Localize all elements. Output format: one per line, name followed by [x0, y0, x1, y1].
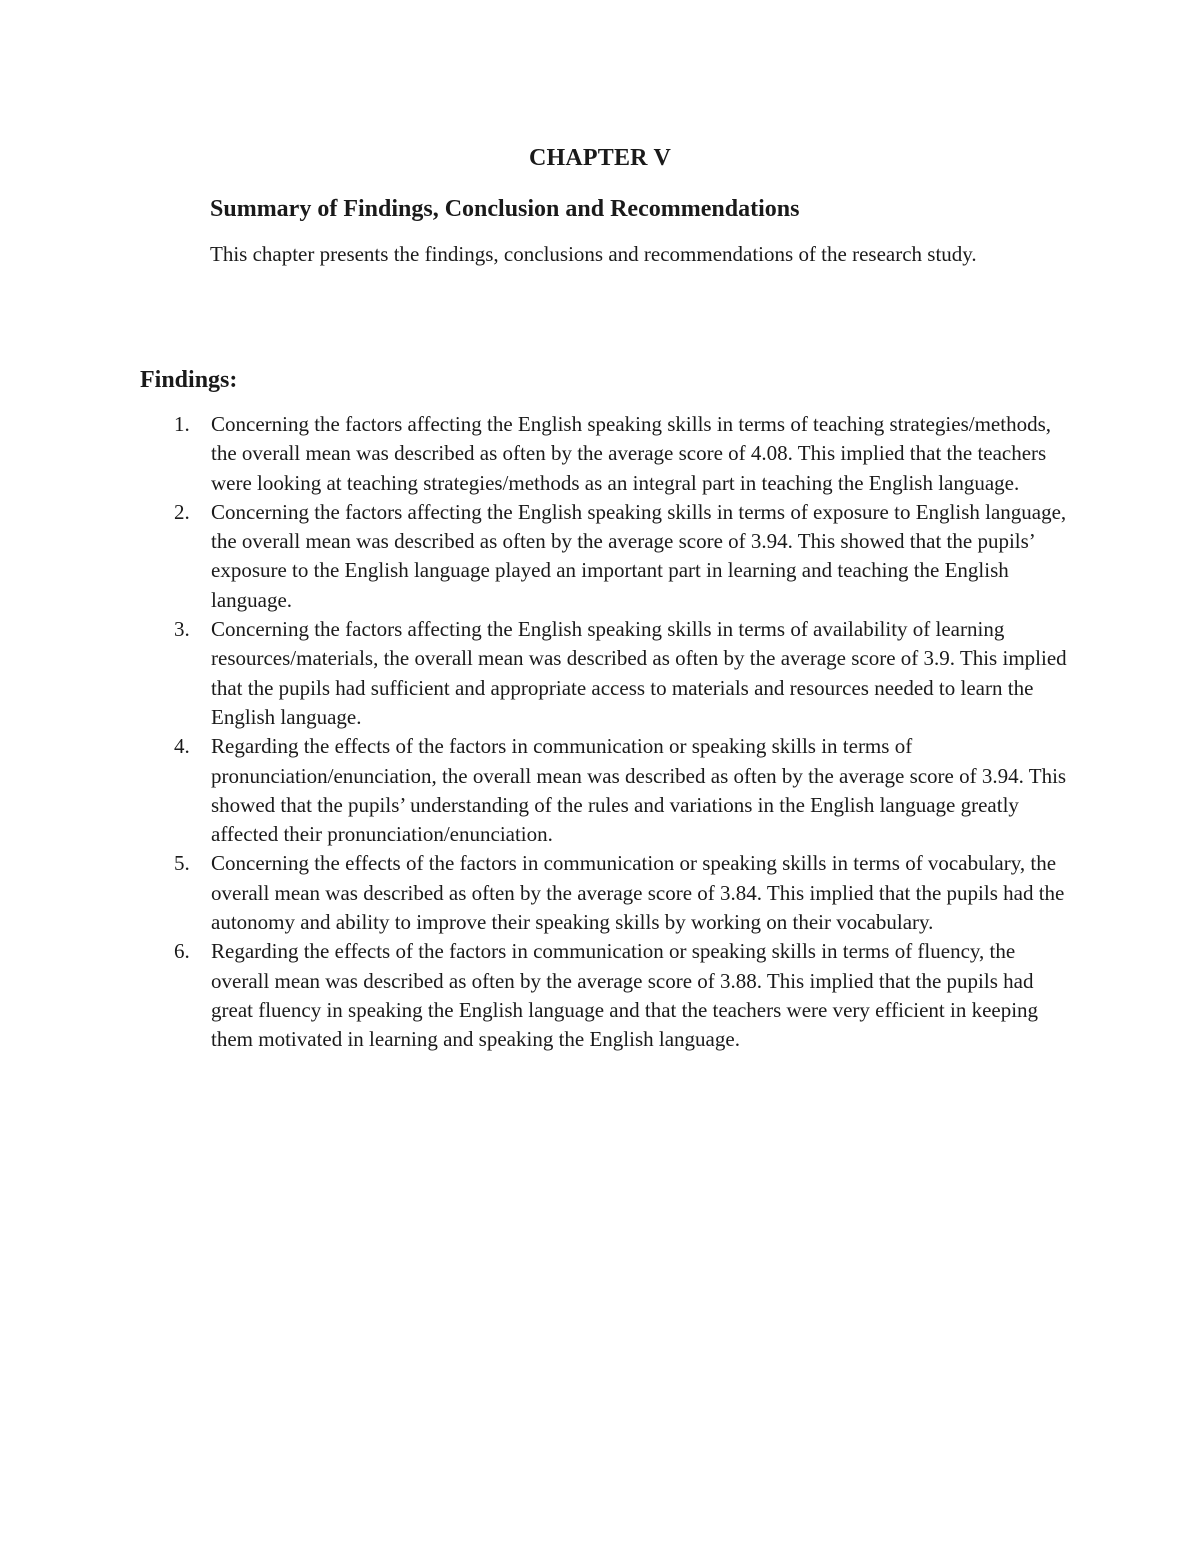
finding-item-2	[0, 498, 1200, 615]
intro-paragraph: This chapter presents the findings, conclusions and recommendations of the research study.	[210, 242, 977, 266]
finding-number: 6.	[174, 939, 190, 964]
finding-item-1	[0, 410, 1200, 498]
finding-item-6	[0, 937, 1200, 1054]
finding-text: Concerning the factors affecting the English speaking skills in terms of exposure to English language, the overall mean was described as often by the average score of 3.94. This showed that the pupils’ exposure to the English language played an important part in learning and teaching the English language.	[211, 499, 1067, 612]
finding-number: 3.	[174, 617, 190, 642]
finding-text: Concerning the effects of the factors in communication or speaking skills in terms of vocabulary, the overall mean was described as often by the average score of 3.84. This implied that the pupils had the autonomy and ability to improve their speaking skills by working on their vocabulary.	[211, 851, 1065, 935]
finding-number: 4.	[174, 734, 190, 759]
finding-number: 2.	[174, 499, 190, 524]
finding-text: Regarding the effects of the factors in communication or speaking skills in terms of fluency, the overall mean was described as often by the average score of 3.88. This implied that the pupils had great fluency in speaking the English language and that the teachers were very efficient in keeping them motivated in learning and speaking the English language.	[211, 939, 1039, 1052]
finding-text: Regarding the effects of the factors in communication or speaking skills in terms of pronunciation/enunciation, the overall mean was described as often by the average score of 3.94. This showed that the pupils’ understanding of the rules and variations in the English language greatly affected their pronunciation/enunciation.	[211, 734, 1067, 847]
finding-number: 5.	[174, 851, 190, 876]
chapter-title: Summary of Findings, Conclusion and Recommendations	[210, 196, 800, 222]
finding-number: 1.	[174, 412, 190, 436]
chapter-heading: CHAPTER V	[528, 145, 672, 171]
finding-text: Concerning the factors affecting the English speaking skills in terms of availability of learning resources/materials, the overall mean was described as often by the average score of 3.9. This implied that the pupils had sufficient and appropriate access to materials and resources needed to learn the English language.	[211, 617, 1067, 729]
finding-item-4	[0, 732, 1200, 849]
finding-item-3	[0, 615, 1200, 732]
findings-heading: Findings:	[140, 367, 238, 393]
finding-item-5	[0, 849, 1200, 937]
finding-text: Concerning the factors affecting the English speaking skills in terms of teaching strategies/methods, the overall mean was described as often by the average score of 4.08. This implied that the teachers were looking at teaching strategies/methods as an integral part in teaching the English language.	[211, 412, 1051, 495]
findings-list	[0, 410, 1200, 1055]
